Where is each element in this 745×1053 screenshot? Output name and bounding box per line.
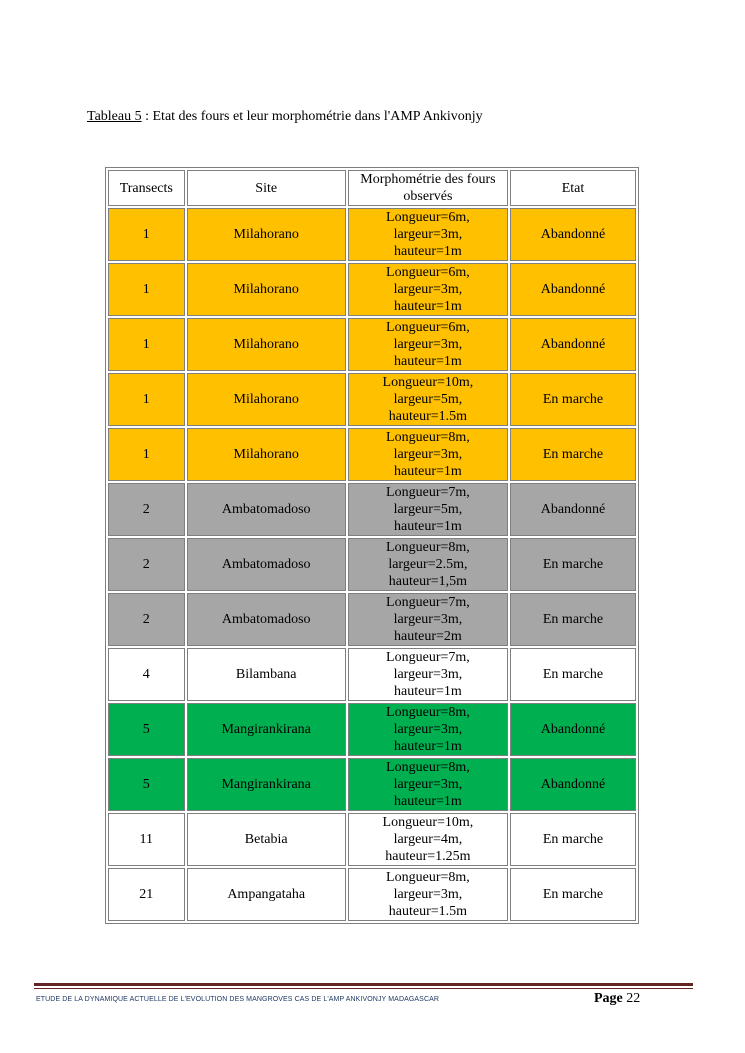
hauteur-value: hauteur=1m: [394, 354, 462, 369]
cell-transect: 1: [108, 428, 185, 481]
table-caption-text: : Etat des fours et leur morphométrie dans l'AMP Ankivonjy: [141, 109, 483, 124]
cell-transect: 5: [108, 758, 185, 811]
cell-site: Bilambana: [187, 648, 346, 701]
cell-site: Ampangataha: [187, 868, 346, 921]
hauteur-value: hauteur=1m: [394, 299, 462, 314]
cell-etat: En marche: [510, 648, 636, 701]
table-row: [108, 263, 636, 316]
cell-etat: Abandonné: [510, 208, 636, 261]
cell-site: Milahorano: [187, 263, 346, 316]
cell-site: Ambatomadoso: [187, 483, 346, 536]
hauteur-value: hauteur=1.5m: [388, 904, 468, 919]
cell-etat: En marche: [510, 813, 636, 866]
cell-transect: 21: [108, 868, 185, 921]
longueur-value: Longueur=8m,: [386, 540, 470, 555]
table-header-row: [108, 170, 636, 206]
cell-morphometrie: [348, 373, 508, 426]
longueur-value: Longueur=10m,: [382, 375, 474, 390]
cell-morphometrie: [348, 648, 508, 701]
cell-morphometrie: [348, 318, 508, 371]
longueur-value: Longueur=8m,: [386, 870, 470, 885]
cell-site: Milahorano: [187, 373, 346, 426]
table-row: [108, 428, 636, 481]
cell-etat: En marche: [510, 538, 636, 591]
cell-transect: 1: [108, 373, 185, 426]
cell-transect: 5: [108, 703, 185, 756]
longueur-value: Longueur=8m,: [386, 760, 470, 775]
hauteur-value: hauteur=1m: [394, 794, 462, 809]
table-row: [108, 318, 636, 371]
longueur-value: Longueur=7m,: [386, 650, 470, 665]
largeur-value: largeur=3m,: [393, 227, 463, 242]
cell-transect: 11: [108, 813, 185, 866]
hauteur-value: hauteur=1m: [394, 739, 462, 754]
largeur-value: largeur=3m,: [393, 282, 463, 297]
header-morphometrie: Morphométrie des fours observés: [348, 170, 508, 206]
cell-transect: 2: [108, 483, 185, 536]
largeur-value: largeur=3m,: [393, 612, 463, 627]
largeur-value: largeur=3m,: [393, 447, 463, 462]
fours-table: [105, 167, 639, 924]
largeur-value: largeur=5m,: [393, 502, 463, 517]
cell-morphometrie: [348, 483, 508, 536]
largeur-value: largeur=4m,: [393, 832, 463, 847]
cell-transect: 1: [108, 263, 185, 316]
table-row: [108, 648, 636, 701]
hauteur-value: hauteur=1.25m: [385, 849, 471, 864]
longueur-value: Longueur=10m,: [382, 815, 474, 830]
table-row: [108, 703, 636, 756]
largeur-value: largeur=2.5m,: [388, 557, 468, 572]
page-label: Page: [594, 991, 623, 1006]
table-caption: [87, 108, 483, 126]
table-row: [108, 868, 636, 921]
hauteur-value: hauteur=1.5m: [388, 409, 468, 424]
hauteur-value: hauteur=1m: [394, 464, 462, 479]
hauteur-value: hauteur=1m: [394, 244, 462, 259]
cell-etat: En marche: [510, 593, 636, 646]
cell-etat: En marche: [510, 373, 636, 426]
cell-transect: 1: [108, 318, 185, 371]
cell-site: Milahorano: [187, 318, 346, 371]
header-site: Site: [187, 170, 346, 206]
cell-morphometrie: [348, 868, 508, 921]
longueur-value: Longueur=6m,: [386, 320, 470, 335]
cell-transect: 2: [108, 593, 185, 646]
cell-site: Milahorano: [187, 428, 346, 481]
cell-etat: En marche: [510, 428, 636, 481]
cell-morphometrie: [348, 593, 508, 646]
page-number: [594, 991, 640, 1007]
cell-site: Ambatomadoso: [187, 538, 346, 591]
cell-etat: Abandonné: [510, 263, 636, 316]
table-row: [108, 538, 636, 591]
table-row: [108, 483, 636, 536]
cell-morphometrie: [348, 758, 508, 811]
cell-etat: Abandonné: [510, 758, 636, 811]
longueur-value: Longueur=6m,: [386, 265, 470, 280]
table-row: [108, 758, 636, 811]
cell-site: Betabia: [187, 813, 346, 866]
longueur-value: Longueur=8m,: [386, 705, 470, 720]
table-row: [108, 208, 636, 261]
largeur-value: largeur=5m,: [393, 392, 463, 407]
largeur-value: largeur=3m,: [393, 777, 463, 792]
cell-site: Mangirankirana: [187, 703, 346, 756]
cell-transect: 4: [108, 648, 185, 701]
hauteur-value: hauteur=1m: [394, 684, 462, 699]
longueur-value: Longueur=7m,: [386, 595, 470, 610]
longueur-value: Longueur=6m,: [386, 210, 470, 225]
hauteur-value: hauteur=1m: [394, 519, 462, 534]
cell-morphometrie: [348, 428, 508, 481]
table-row: [108, 593, 636, 646]
cell-morphometrie: [348, 813, 508, 866]
page-number-value: 22: [626, 991, 641, 1006]
cell-etat: Abandonné: [510, 703, 636, 756]
cell-site: Ambatomadoso: [187, 593, 346, 646]
cell-transect: 2: [108, 538, 185, 591]
footer-rule-thick: [34, 983, 693, 986]
cell-site: Milahorano: [187, 208, 346, 261]
footer-rule-thin: [34, 988, 693, 989]
largeur-value: largeur=3m,: [393, 887, 463, 902]
hauteur-value: hauteur=2m: [394, 629, 462, 644]
header-etat: Etat: [510, 170, 636, 206]
largeur-value: largeur=3m,: [393, 667, 463, 682]
table-row: [108, 813, 636, 866]
cell-morphometrie: [348, 703, 508, 756]
table-caption-label: Tableau 5: [87, 109, 142, 124]
cell-morphometrie: [348, 208, 508, 261]
cell-transect: 1: [108, 208, 185, 261]
cell-etat: Abandonné: [510, 483, 636, 536]
longueur-value: Longueur=7m,: [386, 485, 470, 500]
cell-etat: Abandonné: [510, 318, 636, 371]
longueur-value: Longueur=8m,: [386, 430, 470, 445]
cell-morphometrie: [348, 538, 508, 591]
header-transects: Transects: [108, 170, 185, 206]
cell-etat: En marche: [510, 868, 636, 921]
table-row: [108, 373, 636, 426]
cell-morphometrie: [348, 263, 508, 316]
largeur-value: largeur=3m,: [393, 722, 463, 737]
largeur-value: largeur=3m,: [393, 337, 463, 352]
cell-site: Mangirankirana: [187, 758, 346, 811]
hauteur-value: hauteur=1,5m: [388, 574, 468, 589]
footer-text: ETUDE DE LA DYNAMIQUE ACTUELLE DE L'EVOLUTION DES MANGROVES CAS DE L'AMP ANKIVONJY MADAGASCAR: [36, 996, 440, 1003]
